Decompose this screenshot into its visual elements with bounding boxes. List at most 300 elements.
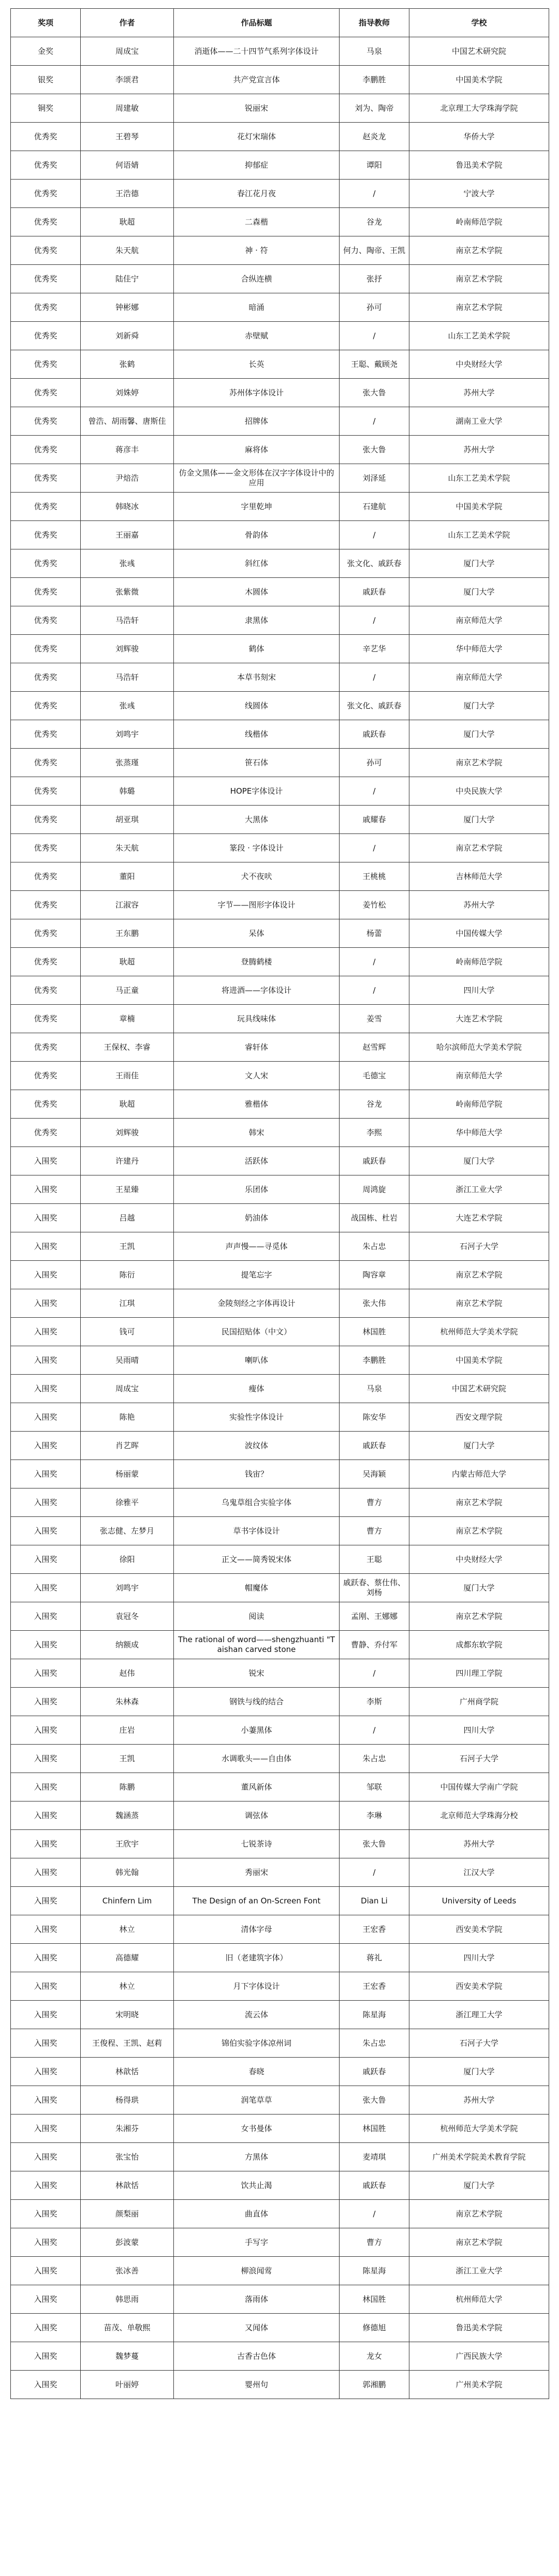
cell-award: 优秀奖	[11, 123, 81, 151]
cell-award: 入围奖	[11, 1375, 81, 1403]
cell-title: 赤壁赋	[174, 322, 340, 350]
header-school: 学校	[409, 9, 549, 37]
cell-author: 陈衍	[81, 1261, 174, 1289]
cell-school: 厦门大学	[409, 1432, 549, 1460]
table-row	[11, 1460, 549, 1488]
cell-title: 本草书刻宋	[174, 663, 340, 692]
cell-teacher: 曹方	[340, 1517, 409, 1545]
cell-award: 入围奖	[11, 2171, 81, 2200]
cell-award: 优秀奖	[11, 948, 81, 976]
cell-title: 活跃体	[174, 1147, 340, 1175]
table-row	[11, 806, 549, 834]
cell-school: 中央民族大学	[409, 777, 549, 806]
cell-award: 入围奖	[11, 1944, 81, 1972]
table-row	[11, 692, 549, 720]
table-row	[11, 37, 549, 66]
header-teacher: 指导教师	[340, 9, 409, 37]
cell-title: 调弦体	[174, 1801, 340, 1830]
cell-author: 马正童	[81, 976, 174, 1005]
table-row	[11, 2257, 549, 2285]
cell-author: 刘姝婷	[81, 379, 174, 407]
cell-award: 优秀奖	[11, 1090, 81, 1119]
cell-title: 字节——图形字体设计	[174, 891, 340, 919]
cell-school: 南京师范大学	[409, 1062, 549, 1090]
cell-author: 刘新舜	[81, 322, 174, 350]
cell-school: 山东工艺美术学院	[409, 464, 549, 493]
cell-award: 优秀奖	[11, 493, 81, 521]
cell-award: 入围奖	[11, 1773, 81, 1801]
cell-title: 木圆体	[174, 578, 340, 606]
cell-author: 朱天航	[81, 236, 174, 265]
table-row	[11, 1801, 549, 1830]
cell-teacher: 张大鲁	[340, 1830, 409, 1858]
cell-award: 入围奖	[11, 1289, 81, 1318]
cell-title: 抑郁症	[174, 151, 340, 180]
cell-author: 肖艺晖	[81, 1432, 174, 1460]
table-row	[11, 265, 549, 293]
cell-teacher: 孟刚、王娜娜	[340, 1602, 409, 1631]
table-row	[11, 2171, 549, 2200]
cell-title: 花灯宋瑞体	[174, 123, 340, 151]
cell-author: 彭波蒙	[81, 2228, 174, 2257]
table-row	[11, 1289, 549, 1318]
cell-school: 中国艺术研究院	[409, 37, 549, 66]
cell-title: 润笔草草	[174, 2086, 340, 2115]
cell-award: 入围奖	[11, 1175, 81, 1204]
table-header-row	[11, 9, 549, 37]
cell-author: 韩光翰	[81, 1858, 174, 1887]
table-row	[11, 1175, 549, 1204]
cell-author: 周成宝	[81, 1375, 174, 1403]
cell-school: 四川大学	[409, 976, 549, 1005]
cell-school: 山东工艺美术学院	[409, 521, 549, 549]
cell-award: 优秀奖	[11, 436, 81, 464]
cell-award: 入围奖	[11, 2285, 81, 2314]
cell-school: 南京艺术学院	[409, 1289, 549, 1318]
cell-teacher: 李熙	[340, 1119, 409, 1147]
table-row	[11, 720, 549, 749]
cell-title: 民国招贴体（中文）	[174, 1318, 340, 1346]
header-author: 作者	[81, 9, 174, 37]
table-row	[11, 2342, 549, 2371]
cell-teacher: 朱占忠	[340, 1745, 409, 1773]
cell-teacher: 戚跃春	[340, 2058, 409, 2086]
table-row	[11, 322, 549, 350]
cell-teacher: 戚跃春	[340, 1147, 409, 1175]
cell-school: 厦门大学	[409, 720, 549, 749]
cell-title: 乐团体	[174, 1175, 340, 1204]
cell-teacher: 张大伟	[340, 1289, 409, 1318]
cell-author: 朱天航	[81, 834, 174, 862]
cell-award: 入围奖	[11, 2371, 81, 2399]
cell-teacher: 朱占忠	[340, 1232, 409, 1261]
cell-school: 广州美术学院	[409, 2371, 549, 2399]
cell-teacher: /	[340, 777, 409, 806]
cell-award: 入围奖	[11, 1972, 81, 2001]
cell-title: 呆体	[174, 919, 340, 948]
table-row	[11, 94, 549, 123]
cell-award: 优秀奖	[11, 834, 81, 862]
cell-school: 湖南工业大学	[409, 407, 549, 436]
cell-title: 斜红体	[174, 549, 340, 578]
table-row	[11, 1119, 549, 1147]
table-row	[11, 2371, 549, 2399]
cell-teacher: 战国栋、杜岩	[340, 1204, 409, 1232]
cell-award: 入围奖	[11, 2115, 81, 2143]
cell-teacher: 戚跃春、蔡仕伟、刘杨	[340, 1574, 409, 1602]
cell-teacher: 王宏香	[340, 1915, 409, 1944]
cell-title: 仿金文黑体——金文形体在汉字字体设计中的应用	[174, 464, 340, 493]
table-row	[11, 236, 549, 265]
cell-teacher: 曹静、乔付军	[340, 1631, 409, 1659]
cell-teacher: 戚跃春	[340, 720, 409, 749]
cell-teacher: 张大鲁	[340, 436, 409, 464]
cell-teacher: 谷龙	[340, 1090, 409, 1119]
cell-author: 刘辉骏	[81, 1119, 174, 1147]
cell-title: 阅读	[174, 1602, 340, 1631]
cell-school: 中国传媒大学	[409, 919, 549, 948]
cell-school: 苏州大学	[409, 379, 549, 407]
table-row	[11, 2001, 549, 2029]
cell-school: 厦门大学	[409, 578, 549, 606]
table-row	[11, 407, 549, 436]
cell-title: 合纵连横	[174, 265, 340, 293]
cell-teacher: /	[340, 521, 409, 549]
table-row	[11, 1204, 549, 1232]
cell-school: 石河子大学	[409, 2029, 549, 2058]
cell-school: 华侨大学	[409, 123, 549, 151]
table-row	[11, 1261, 549, 1289]
cell-title: The rational of word——shengzhuanti "Taishan carved stone	[174, 1631, 340, 1659]
cell-school: 岭南师范学院	[409, 948, 549, 976]
cell-title: 曲直体	[174, 2200, 340, 2228]
cell-teacher: 王桃桃	[340, 862, 409, 891]
cell-author: 王雨佳	[81, 1062, 174, 1090]
cell-title: 文人宋	[174, 1062, 340, 1090]
cell-author: 林立	[81, 1972, 174, 2001]
table-row	[11, 1830, 549, 1858]
cell-teacher: 谭阳	[340, 151, 409, 180]
table-row	[11, 1318, 549, 1346]
cell-teacher: 谷龙	[340, 208, 409, 236]
cell-award: 优秀奖	[11, 891, 81, 919]
cell-title: 暗涌	[174, 293, 340, 322]
cell-award: 入围奖	[11, 1915, 81, 1944]
cell-author: 吴雨晴	[81, 1346, 174, 1375]
cell-award: 优秀奖	[11, 692, 81, 720]
cell-award: 入围奖	[11, 1403, 81, 1432]
table-row	[11, 1716, 549, 1745]
cell-title: 旧（老建筑字体）	[174, 1944, 340, 1972]
cell-teacher: 邹联	[340, 1773, 409, 1801]
cell-title: 韩宋	[174, 1119, 340, 1147]
cell-school: 大连艺术学院	[409, 1204, 549, 1232]
cell-school: 大连艺术学院	[409, 1005, 549, 1033]
cell-teacher: /	[340, 834, 409, 862]
cell-teacher: 马泉	[340, 1375, 409, 1403]
cell-author: 章楠	[81, 1005, 174, 1033]
cell-title: 手写字	[174, 2228, 340, 2257]
cell-title: 声声慢——寻觅体	[174, 1232, 340, 1261]
cell-author: 耿超	[81, 208, 174, 236]
cell-author: 杨得珙	[81, 2086, 174, 2115]
cell-author: 张彧	[81, 692, 174, 720]
cell-award: 优秀奖	[11, 293, 81, 322]
cell-author: 钟彬娜	[81, 293, 174, 322]
cell-author: 曾浩、胡雨馨、唐斯佳	[81, 407, 174, 436]
cell-school: 浙江工业大学	[409, 1175, 549, 1204]
cell-award: 入围奖	[11, 1858, 81, 1887]
cell-school: 北京师范大学珠海分校	[409, 1801, 549, 1830]
cell-title: 水调歌头——自由体	[174, 1745, 340, 1773]
table-row	[11, 663, 549, 692]
cell-author: 韩思雨	[81, 2285, 174, 2314]
cell-author: 朱林森	[81, 1688, 174, 1716]
cell-award: 入围奖	[11, 1631, 81, 1659]
cell-title: 七锐茶诗	[174, 1830, 340, 1858]
cell-author: 王保权、李睿	[81, 1033, 174, 1062]
cell-award: 入围奖	[11, 2086, 81, 2115]
cell-author: 周成宝	[81, 37, 174, 66]
table-row	[11, 293, 549, 322]
cell-teacher: 李鹏胜	[340, 1346, 409, 1375]
table-row	[11, 862, 549, 891]
table-row	[11, 1773, 549, 1801]
cell-school: 南京艺术学院	[409, 1488, 549, 1517]
cell-school: 华中师范大学	[409, 1119, 549, 1147]
cell-author: 张紫微	[81, 578, 174, 606]
cell-author: 张鹤	[81, 350, 174, 379]
cell-title: 登腾鹤楼	[174, 948, 340, 976]
table-row	[11, 2086, 549, 2115]
cell-teacher: 王宏香	[340, 1972, 409, 2001]
cell-teacher: 林国胜	[340, 2285, 409, 2314]
cell-school: 鲁迅美术学院	[409, 151, 549, 180]
cell-school: 南京艺术学院	[409, 2200, 549, 2228]
cell-school: 杭州师范大学美术学院	[409, 2115, 549, 2143]
cell-teacher: 林国胜	[340, 1318, 409, 1346]
table-row	[11, 2228, 549, 2257]
cell-school: 南京艺术学院	[409, 1261, 549, 1289]
cell-school: 杭州师范大学	[409, 2285, 549, 2314]
cell-title: 睿轩体	[174, 1033, 340, 1062]
cell-author: 刘鸣宇	[81, 720, 174, 749]
cell-school: 南京师范大学	[409, 663, 549, 692]
cell-author: 王欣宇	[81, 1830, 174, 1858]
cell-award: 入围奖	[11, 1801, 81, 1830]
cell-school: 中国传媒大学南广学院	[409, 1773, 549, 1801]
cell-title: 春晓	[174, 2058, 340, 2086]
cell-teacher: 戚耀春	[340, 806, 409, 834]
cell-school: 浙江工业大学	[409, 2257, 549, 2285]
cell-school: 鲁迅美术学院	[409, 2314, 549, 2342]
cell-teacher: 张文化、戚跃春	[340, 692, 409, 720]
table-row	[11, 1858, 549, 1887]
table-row	[11, 123, 549, 151]
cell-award: 入围奖	[11, 1545, 81, 1574]
cell-teacher: 赵雪辉	[340, 1033, 409, 1062]
cell-author: 高德耀	[81, 1944, 174, 1972]
cell-author: 蒋彦丰	[81, 436, 174, 464]
cell-author: 张彧	[81, 549, 174, 578]
award-table	[10, 8, 549, 2399]
cell-award: 入围奖	[11, 2029, 81, 2058]
cell-award: 优秀奖	[11, 919, 81, 948]
cell-award: 优秀奖	[11, 322, 81, 350]
cell-author: 周建敏	[81, 94, 174, 123]
cell-title: 消逝体——二十四节气系列字体设计	[174, 37, 340, 66]
cell-title: 雅楷体	[174, 1090, 340, 1119]
cell-author: 刘辉骏	[81, 635, 174, 663]
cell-title: 春江花月夜	[174, 180, 340, 208]
cell-teacher: /	[340, 2200, 409, 2228]
cell-title: 线圆体	[174, 692, 340, 720]
cell-award: 优秀奖	[11, 151, 81, 180]
cell-school: 石河子大学	[409, 1745, 549, 1773]
cell-school: 岭南师范学院	[409, 208, 549, 236]
cell-school: 广西民族大学	[409, 2342, 549, 2371]
cell-title: 董风新体	[174, 1773, 340, 1801]
table-row	[11, 2058, 549, 2086]
cell-title: 钢铁与线的结合	[174, 1688, 340, 1716]
cell-author: 张志健、左梦月	[81, 1517, 174, 1545]
cell-school: 吉林师范大学	[409, 862, 549, 891]
cell-author: 林歆恬	[81, 2058, 174, 2086]
cell-award: 优秀奖	[11, 606, 81, 635]
table-row	[11, 1403, 549, 1432]
cell-author: 王凯	[81, 1232, 174, 1261]
cell-title: 笹石体	[174, 749, 340, 777]
table-row	[11, 1944, 549, 1972]
cell-title: 鹤体	[174, 635, 340, 663]
cell-title: 将进酒——字体设计	[174, 976, 340, 1005]
cell-author: 王碧琴	[81, 123, 174, 151]
cell-teacher: 刘为、陶帝	[340, 94, 409, 123]
cell-award: 优秀奖	[11, 578, 81, 606]
cell-title: The Design of an On-Screen Font	[174, 1887, 340, 1915]
cell-teacher: 王聪	[340, 1545, 409, 1574]
cell-title: HOPE字体设计	[174, 777, 340, 806]
table-row	[11, 379, 549, 407]
cell-school: 西安美术学院	[409, 1915, 549, 1944]
cell-author: 魏涵蒸	[81, 1801, 174, 1830]
cell-author: 董阳	[81, 862, 174, 891]
cell-author: 王星臻	[81, 1175, 174, 1204]
cell-title: 长英	[174, 350, 340, 379]
cell-teacher: 李琳	[340, 1801, 409, 1830]
cell-school: 苏州大学	[409, 2086, 549, 2115]
table-row	[11, 2314, 549, 2342]
cell-teacher: /	[340, 407, 409, 436]
cell-author: Chinfern Lim	[81, 1887, 174, 1915]
cell-teacher: /	[340, 1716, 409, 1745]
cell-teacher: 孙可	[340, 293, 409, 322]
cell-title: 波纹体	[174, 1432, 340, 1460]
cell-teacher: /	[340, 663, 409, 692]
cell-award: 铜奖	[11, 94, 81, 123]
cell-school: 中国美术学院	[409, 1346, 549, 1375]
cell-title: 草书字体设计	[174, 1517, 340, 1545]
table-row	[11, 350, 549, 379]
cell-author: 耿超	[81, 1090, 174, 1119]
cell-title: 乌鬼草组合实验字体	[174, 1488, 340, 1517]
table-row	[11, 1745, 549, 1773]
cell-award: 优秀奖	[11, 265, 81, 293]
cell-teacher: 修德旭	[340, 2314, 409, 2342]
table-row	[11, 2029, 549, 2058]
cell-award: 优秀奖	[11, 862, 81, 891]
cell-school: 西安文理学院	[409, 1403, 549, 1432]
cell-teacher: 孙可	[340, 749, 409, 777]
table-row	[11, 919, 549, 948]
cell-award: 入围奖	[11, 1318, 81, 1346]
table-row	[11, 151, 549, 180]
cell-teacher: 曹方	[340, 2228, 409, 2257]
table-row	[11, 521, 549, 549]
cell-author: 张冰善	[81, 2257, 174, 2285]
table-row	[11, 549, 549, 578]
cell-award: 入围奖	[11, 1659, 81, 1688]
cell-school: 南京艺术学院	[409, 2228, 549, 2257]
cell-teacher: 朱占忠	[340, 2029, 409, 2058]
cell-title: 秀丽宋	[174, 1858, 340, 1887]
cell-author: 颜梨丽	[81, 2200, 174, 2228]
cell-award: 入围奖	[11, 1147, 81, 1175]
cell-teacher: /	[340, 976, 409, 1005]
table-row	[11, 777, 549, 806]
cell-author: 林歆恬	[81, 2171, 174, 2200]
cell-school: 南京艺术学院	[409, 293, 549, 322]
cell-award: 优秀奖	[11, 521, 81, 549]
cell-teacher: 林国胜	[340, 2115, 409, 2143]
cell-award: 入围奖	[11, 1688, 81, 1716]
cell-author: 吕越	[81, 1204, 174, 1232]
cell-title: 流云体	[174, 2001, 340, 2029]
cell-school: 宁波大学	[409, 180, 549, 208]
cell-teacher: 陈安华	[340, 1403, 409, 1432]
cell-award: 优秀奖	[11, 407, 81, 436]
cell-author: 何语婧	[81, 151, 174, 180]
cell-title: 苏州体字体设计	[174, 379, 340, 407]
cell-teacher: /	[340, 1858, 409, 1887]
cell-teacher: /	[340, 606, 409, 635]
cell-school: 成都东软学院	[409, 1631, 549, 1659]
cell-award: 入围奖	[11, 2314, 81, 2342]
table-row	[11, 1375, 549, 1403]
table-row	[11, 834, 549, 862]
cell-award: 入围奖	[11, 2143, 81, 2171]
cell-award: 入围奖	[11, 1460, 81, 1488]
cell-award: 银奖	[11, 66, 81, 94]
table-row	[11, 493, 549, 521]
cell-author: 纳额成	[81, 1631, 174, 1659]
cell-teacher: 王聪、戴顾尧	[340, 350, 409, 379]
table-row	[11, 891, 549, 919]
cell-author: 张蒸瑾	[81, 749, 174, 777]
table-row	[11, 2143, 549, 2171]
cell-teacher: 张文化、戚跃春	[340, 549, 409, 578]
cell-title: 神 · 符	[174, 236, 340, 265]
cell-school: 厦门大学	[409, 806, 549, 834]
cell-title: 实验性字体设计	[174, 1403, 340, 1432]
cell-school: 厦门大学	[409, 1574, 549, 1602]
cell-author: 陈艳	[81, 1403, 174, 1432]
cell-school: 南京艺术学院	[409, 1602, 549, 1631]
cell-award: 优秀奖	[11, 180, 81, 208]
cell-teacher: 陈星海	[340, 2257, 409, 2285]
cell-teacher: /	[340, 1659, 409, 1688]
cell-author: 耿超	[81, 948, 174, 976]
